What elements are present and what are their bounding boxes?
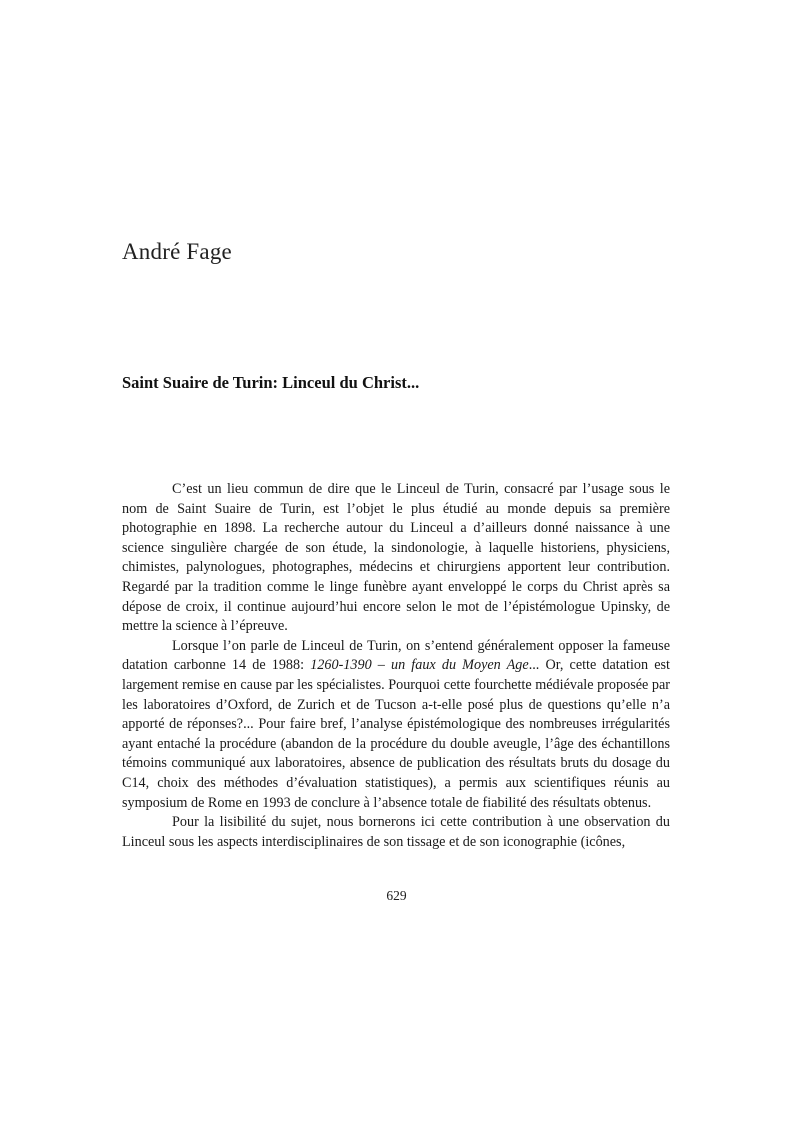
paragraph-2-end: ... Or, cette datation est largement remise en cause par les spécialistes. Pourquoi cette fourchette médiévale proposée par les laboratoires d’Oxford, de Zurich et de Tucson a-t-elle posé plus de questions qu’elle n’a apporté de réponses?... Pour faire bref, l’analyse épistémologique des nombreuses irrégularités ayant entaché la procédure (abandon de la procédure du double aveugle, l’âge des échantillons témoins communiqué aux laboratoires, absence de publication des résultats bruts du dosage du C14, choix des méthodes d’évaluation statistiques), a permis aux scientifiques réunis au symposium de Rome en 1993 de conclure à l’absence totale de fiabilité des résultats obtenus. [122, 657, 670, 811]
article-title: Saint Suaire de Turin: Linceul du Christ... [122, 373, 420, 392]
paragraph-2-start: Lorsque l’on parle de Linceul de Turin, on s’entend généralement opposer la fameuse datation carbonne 14 de 1988: [122, 637, 670, 674]
author-name: André Fage [122, 239, 232, 264]
article-body [122, 480, 670, 852]
paragraph-3: Pour la lisibilité du sujet, nous bornerons ici cette contribution à une observation du Linceul sous les aspects interdisciplinaires de son tissage et de son iconographie (icônes, [122, 814, 670, 850]
page-number: 629 [386, 888, 407, 903]
italic-dating-quote: 1260-1390 – un faux du Moyen Age [310, 657, 529, 674]
paragraph-1: C’est un lieu commun de dire que le Linceul de Turin, consacré par l’usage sous le nom de Saint Suaire de Turin, est l’objet le plus étudié au monde depuis sa première photographie en 1898. La recherche autour du Linceul a d’ailleurs donné naissance à une science singulière chargée de son étude, la sindonologie, à laquelle historiens, physiciens, chimistes, palynologues, photographes, médecins et chirurgiens apportent leur contribution. Regardé par la tradition comme le linge funèbre ayant enveloppé le corps du Christ après sa dépose de croix, il continue aujourd’hui encore selon le mot de l’épistémologue Upinsky, de mettre la science à l’épreuve. [122, 481, 670, 635]
paragraph-2 [122, 637, 670, 813]
